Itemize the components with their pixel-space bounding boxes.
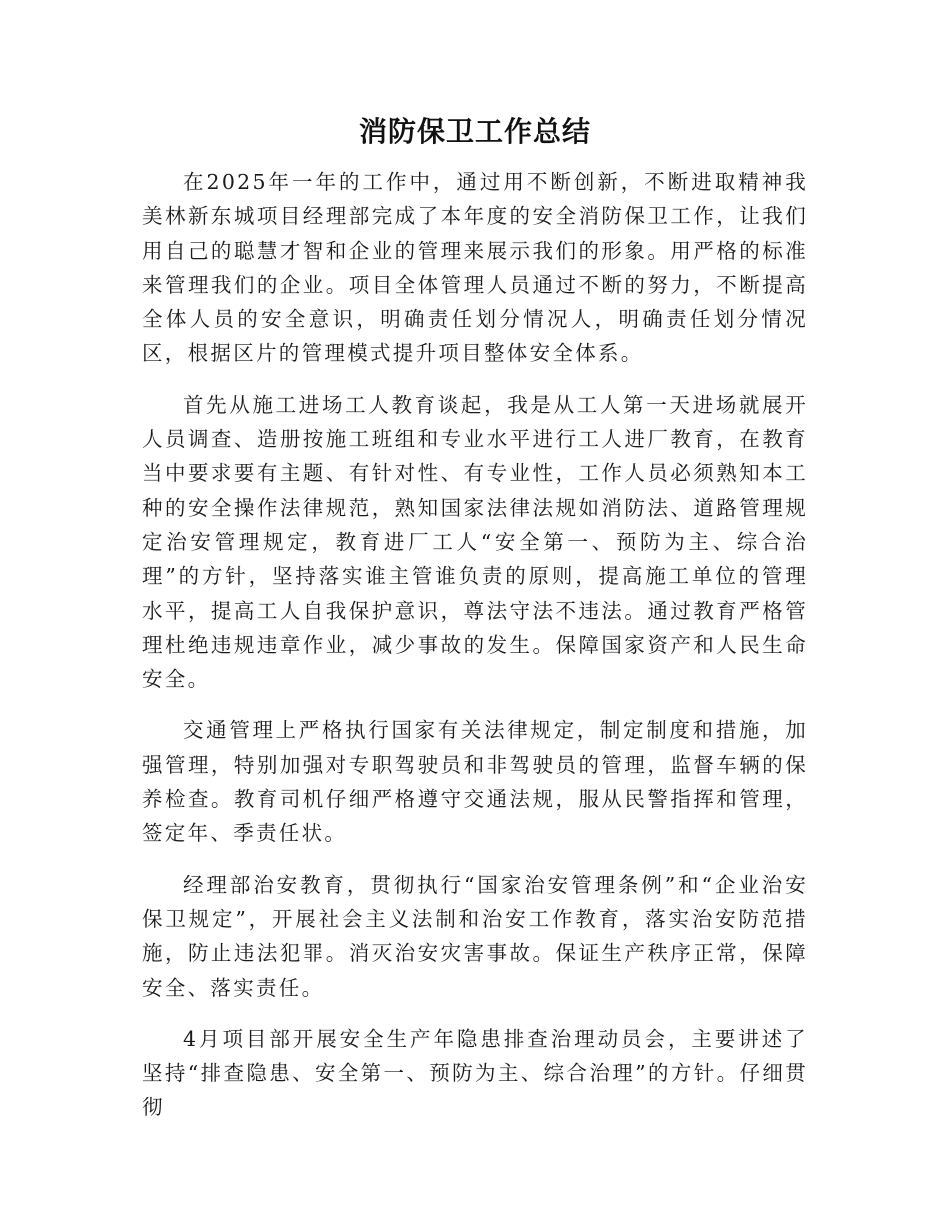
paragraph-4: 经理部治安教育，贯彻执行“国家治安管理条例”和“企业治安保卫规定”，开展社会主义法制和治安工作教育，落实治安防范措施，防止违法犯罪。消灭治安灾害事故。保证生产秩序正常，保障安全、落实责任。 <box>142 872 808 1000</box>
document-title: 消防保卫工作总结 <box>358 115 591 148</box>
paragraph-3: 交通管理上严格执行国家有关法律规定，制定制度和措施，加强管理，特别加强对专职驾驶员和非驾驶员的管理，监督车辆的保养检查。教育司机仔细严格遵守交通法规，服从民警指挥和管理，签定年、季责任状。 <box>142 718 808 846</box>
document-body <box>142 165 808 1142</box>
paragraph-5: 4月项目部开展安全生产年隐患排查治理动员会，主要讲述了坚持“排查隐患、安全第一、预防为主、综合治理”的方针。仔细贯彻 <box>142 1026 808 1120</box>
paragraph-1: 在2025年一年的工作中，通过用不断创新，不断进取精神我美林新东城项目经理部完成了本年度的安全消防保卫工作，让我们用自己的聪慧才智和企业的管理来展示我们的形象。用严格的标准来管理我们的企业。项目全体管理人员通过不断的努力，不断提高全体人员的安全意识，明确责任划分情况人，明确责任划分情况区，根据区片的管理模式提升项目整体安全体系。 <box>142 170 808 366</box>
paragraph-2: 首先从施工进场工人教育谈起，我是从工人第一天进场就展开人员调查、造册按施工班组和专业水平进行工人进厂教育，在教育当中要求要有主题、有针对性、有专业性，工作人员必须熟知本工种的安全操作法律规范，熟知国家法律法规如消防法、道路管理规定治安管理规定，教育进厂工人“安全第一、预防为主、综合治理”的方针，坚持落实谁主管谁负责的原则，提高施工单位的管理水平，提高工人自我保护意识，尊法守法不违法。通过教育严格管理杜绝违规违章作业，减少事故的发生。保障国家资产和人民生命安全。 <box>142 392 808 692</box>
